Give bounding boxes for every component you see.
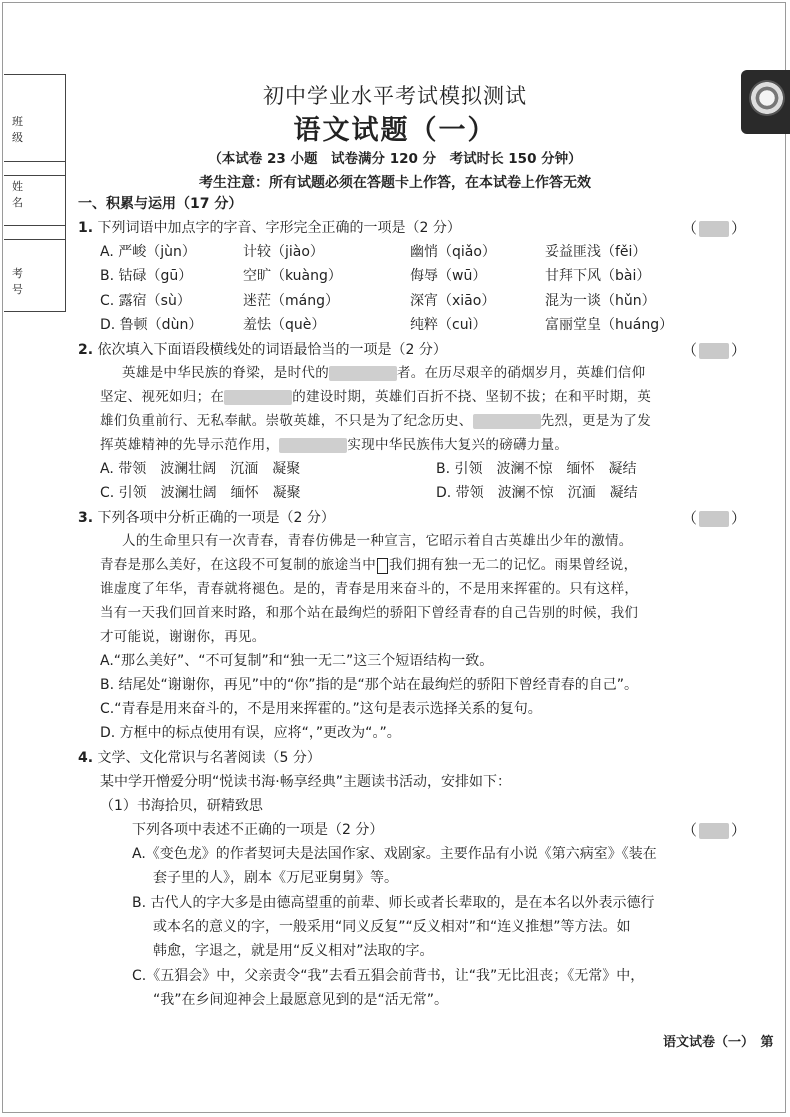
passage-line: 英雄是中华民族的脊梁，是时代的 者。在历尽艰辛的硝烟岁月，英雄们信仰 — [122, 365, 646, 381]
passage-line: 才可能说，谢谢你，再见。 — [100, 629, 266, 645]
question-number: 2. — [78, 342, 94, 358]
answer-box — [699, 823, 729, 839]
answer-box — [699, 511, 729, 527]
option-cell: 计较（jiào） — [243, 244, 324, 260]
class-label: 班 级 — [12, 115, 33, 144]
subject-title: 语文试题（一） — [293, 115, 497, 146]
option-cell: 羞怯（què） — [243, 317, 326, 333]
option-cell: 富丽堂皇（huáng） — [545, 317, 674, 333]
option-c: C. 引领 波澜壮阔 缅怀 凝聚 — [100, 485, 301, 501]
option-c-cont: “我”在乡间迎神会上最愿意见到的是“活无常”。 — [153, 992, 449, 1008]
name-label: 姓 名 — [12, 180, 33, 209]
option-a-cont: 套子里的人》，剧本《万尼亚舅舅》等。 — [153, 870, 398, 886]
question-stem: 依次填入下面语段横线处的词语最恰当的一项是（2 分） — [97, 342, 447, 358]
option-cell: 混为一谈（hǔn） — [545, 293, 656, 309]
option-b: B. 引领 波澜不惊 缅怀 凝结 — [436, 461, 637, 477]
answer-blank[interactable]: （ ） — [682, 341, 747, 359]
fill-blank[interactable] — [473, 414, 541, 429]
option-b-cont: 韩愈，字退之，就是用“反义相对”法取的字。 — [153, 943, 434, 959]
option-cell: 侮辱（wū） — [410, 268, 487, 284]
option-a: A. 带领 波澜壮阔 沉湎 凝聚 — [100, 461, 301, 477]
passage-line: 当有一天我们回首来时路，和那个站在最绚烂的骄阳下曾经青春的自己告别的时候，我们 — [100, 605, 639, 621]
section-heading: 一、积累与运用（17 分） — [78, 196, 243, 212]
option-a: A.“那么美好”、“不可复制”和“独一无二”这三个短语结构一致。 — [100, 653, 494, 669]
divider — [4, 225, 66, 226]
page-footer: 语文试卷（一） 第 — [663, 1035, 774, 1050]
option-b: B. 古代人的字大多是由德高望重的前辈、师长或者长辈取的，是在本名以外表示德行 — [132, 895, 655, 911]
option-b: B. 结尾处“谢谢你，再见”中的“你”指的是“那个站在最绚烂的骄阳下曾经青春的自己”。 — [100, 677, 639, 693]
option-cell: A. 严峻（jùn） — [100, 244, 196, 260]
option-cell: D. 鲁顿（dùn） — [100, 317, 203, 333]
option-cell: 纯粹（cuì） — [410, 317, 487, 333]
option-d: D. 方框中的标点使用有误，应将“，”更改为“。”。 — [100, 725, 401, 741]
option-b-cont: 或本名的意义的字，一般采用“同义反复”“反义相对”和“连义推想”等方法。如 — [153, 919, 631, 935]
question-number: 3. — [78, 510, 94, 526]
activity-intro: 某中学开憎爱分明“悦读书海·畅享经典”主题读书活动，安排如下： — [100, 774, 511, 790]
question-stem: 下列词语中加点字的字音、字形完全正确的一项是（2 分） — [97, 220, 461, 236]
passage-line: 雄们负重前行、无私奉献。崇敬英雄，不只是为了纪念历史、 先烈，更是为了发 — [100, 413, 652, 429]
option-cell: 空旷（kuàng） — [243, 268, 342, 284]
exam-notice: 考生注意：所有试题必须在答题卡上作答，在本试卷上作答无效 — [199, 175, 591, 191]
question-number: 1. — [78, 220, 94, 236]
option-c: C.“青春是用来奋斗的，不是用来挥霍的。”这句是表示选择关系的复句。 — [100, 701, 542, 717]
fill-blank[interactable] — [279, 438, 347, 453]
id-label: 考 号 — [12, 267, 33, 296]
option-cell: 幽悄（qiǎo） — [410, 244, 496, 260]
option-cell: 迷茫（máng） — [243, 293, 339, 309]
question-number: 4. — [78, 750, 94, 766]
subquestion-title: （1）书海拾贝，研精致思 — [100, 798, 263, 814]
passage-line: 挥英雄精神的先导示范作用， 实现中华民族伟大复兴的磅礴力量。 — [100, 437, 569, 453]
passage-line: 人的生命里只有一次青春，青春仿佛是一种宣言，它昭示着自古英雄出少年的激情。 — [122, 533, 633, 549]
exam-title: 初中学业水平考试模拟测试 — [263, 84, 527, 108]
passage-line: 坚定、视死如归；在 的建设时期，英雄们百折不挠、坚韧不拔；在和平时期，英 — [100, 389, 652, 405]
answer-blank[interactable]: （ ） — [682, 821, 747, 839]
answer-box — [699, 221, 729, 237]
option-cell: 深宵（xiāo） — [410, 293, 496, 309]
answer-box — [699, 343, 729, 359]
question-stem: 文学、文化常识与名著阅读（5 分） — [97, 750, 321, 766]
option-cell: C. 露宿（sù） — [100, 293, 191, 309]
exam-info: （本试卷 23 小题 试卷满分 120 分 考试时长 150 分钟） — [208, 151, 582, 167]
fill-blank[interactable] — [329, 366, 397, 381]
option-cell: 妥益匪浅（fěi） — [545, 244, 647, 260]
passage-line: 青春是那么美好，在这段不可复制的旅途当中 我们拥有独一无二的记忆。雨果曾经说， — [100, 557, 638, 573]
divider — [4, 239, 66, 240]
option-cell: B. 钴碌（gū） — [100, 268, 193, 284]
fill-blank[interactable] — [224, 390, 292, 405]
option-a: A.《变色龙》的作者契诃夫是法国作家、戏剧家。主要作品有小说《第六病室》《装在 — [132, 846, 657, 862]
question-stem: 下列各项中分析正确的一项是（2 分） — [97, 510, 335, 526]
passage-line: 谁虚度了年华，青春就将褪色。是的，青春是用来奋斗的，不是用来挥霍的。只有这样， — [100, 581, 639, 597]
subquestion-stem: 下列各项中表述不正确的一项是（2 分） — [132, 822, 384, 838]
answer-blank[interactable]: （ ） — [682, 219, 747, 237]
option-d: D. 带领 波澜不惊 沉湎 凝结 — [436, 485, 638, 501]
option-c: C.《五猖会》中，父亲责令“我”去看五猖会前背书，让“我”无比沮丧；《无常》中， — [132, 968, 645, 984]
option-cell: 甘拜下风（bài） — [545, 268, 651, 284]
answer-blank[interactable]: （ ） — [682, 509, 747, 527]
punctuation-box — [377, 558, 388, 574]
